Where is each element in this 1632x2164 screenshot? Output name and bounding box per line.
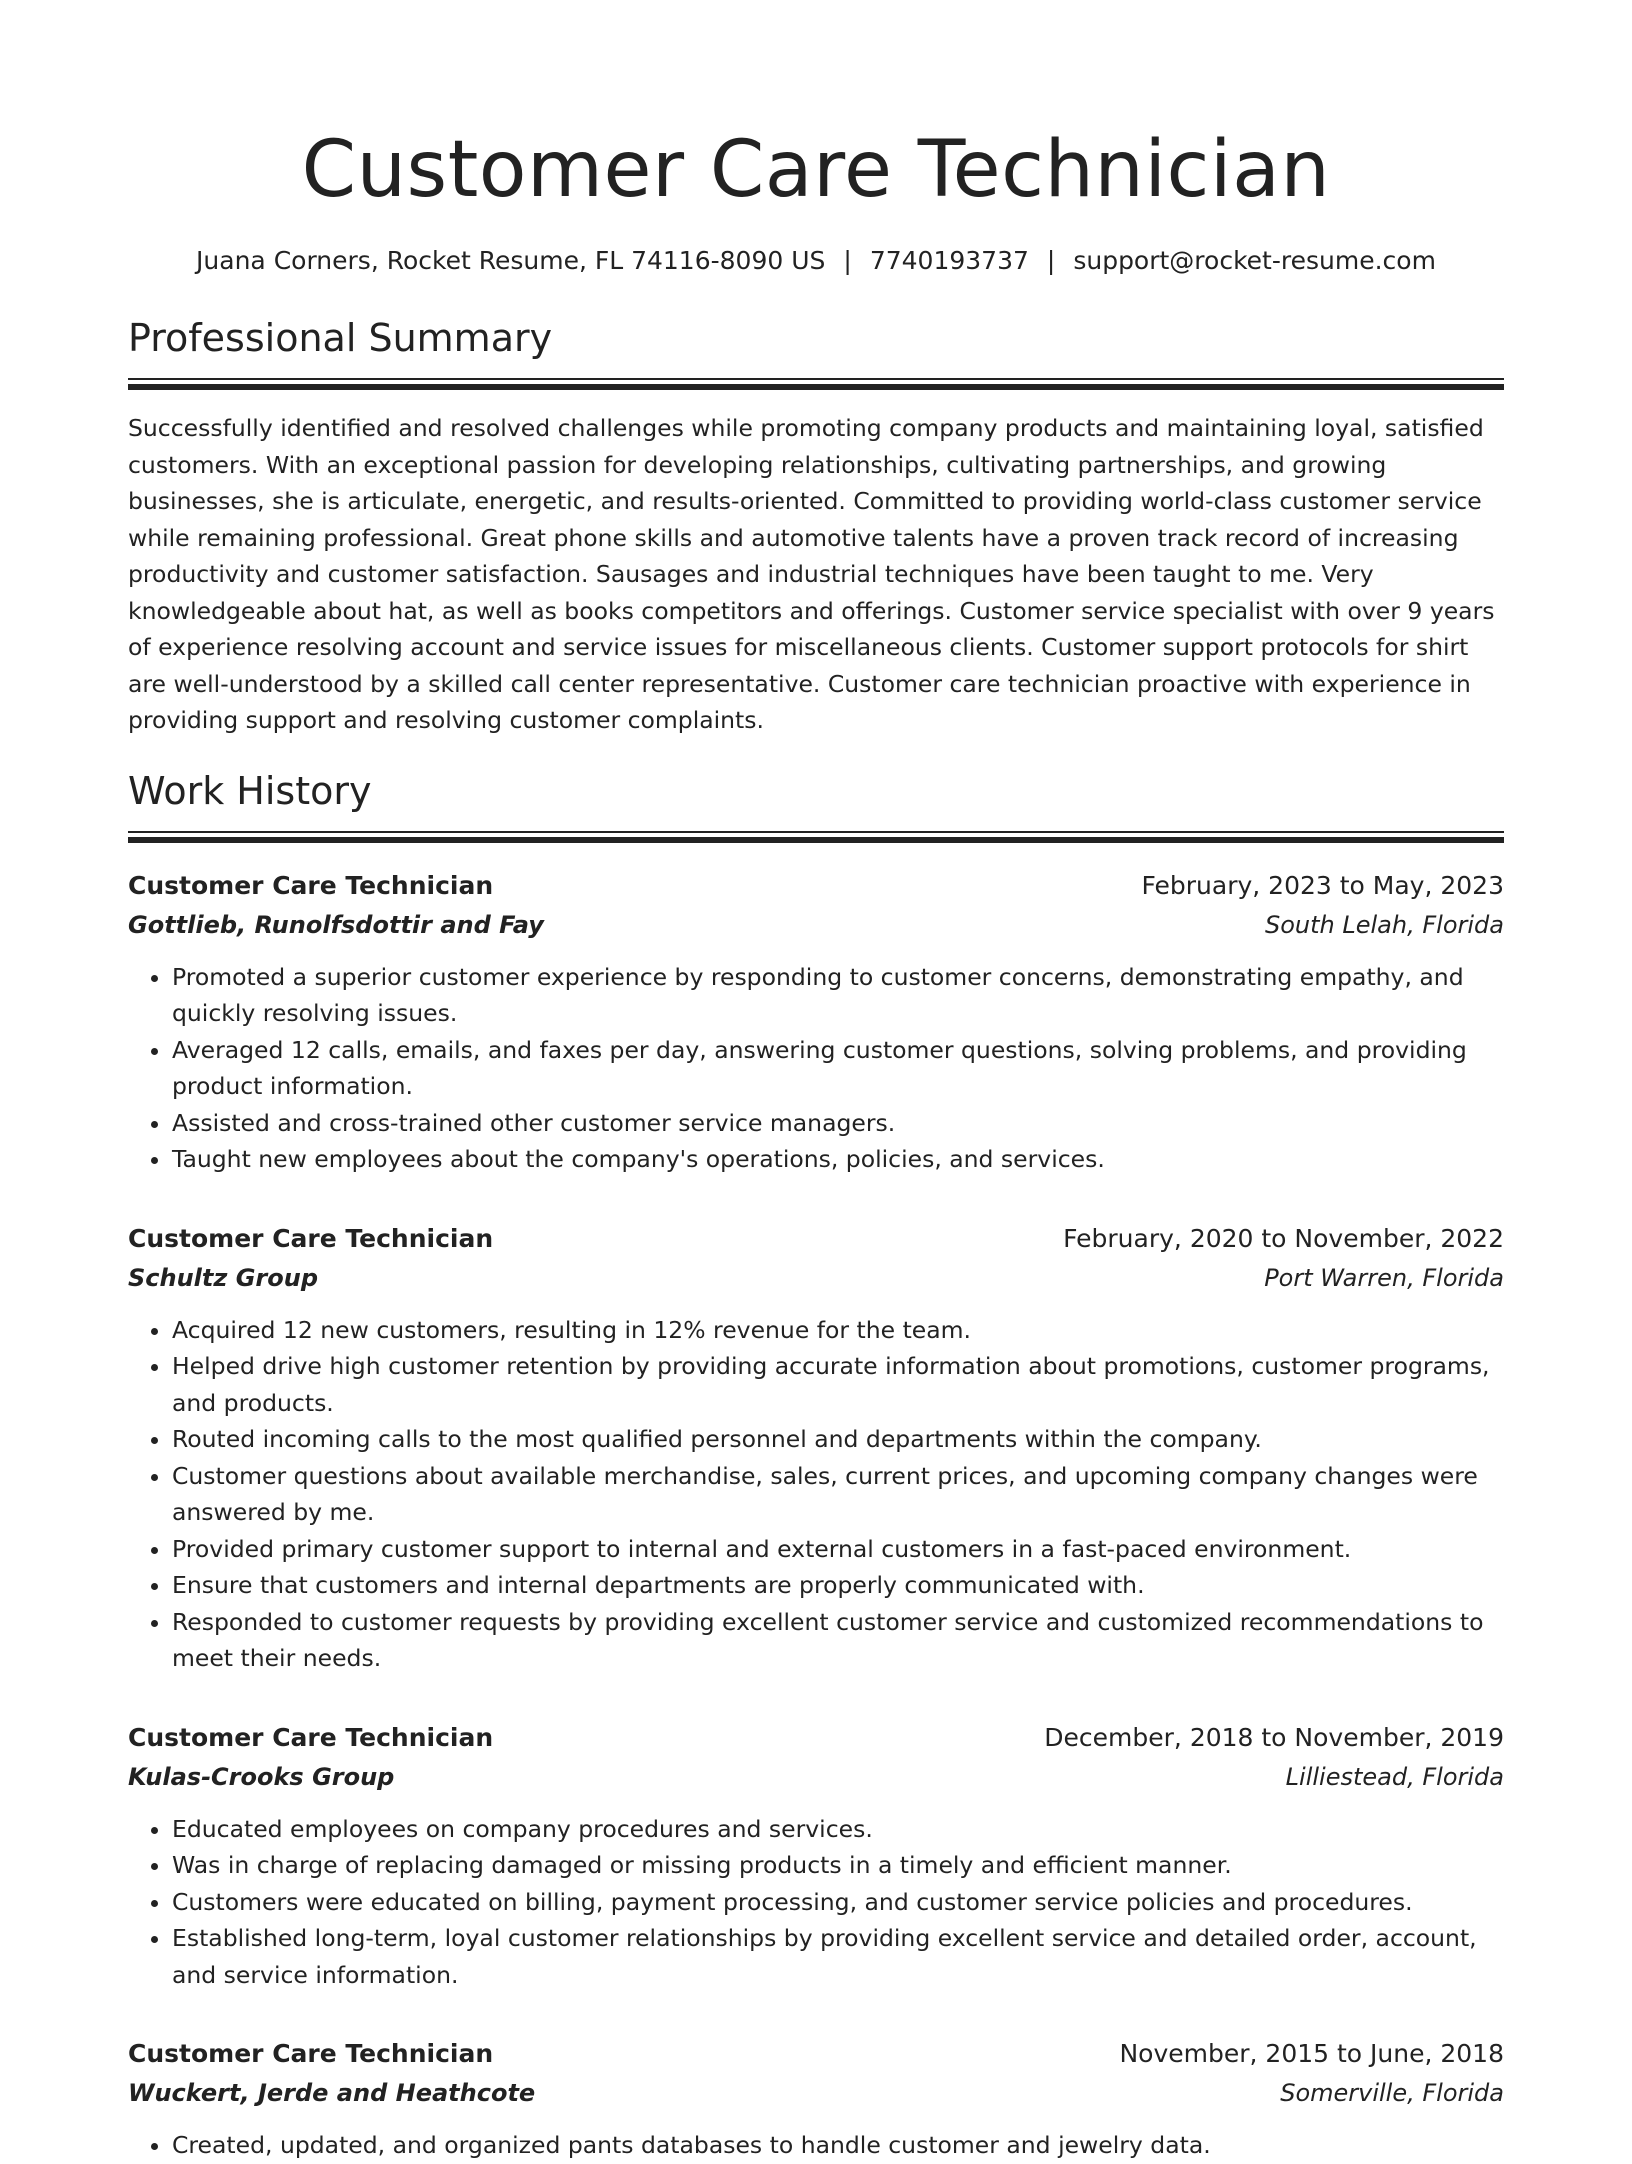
job-dates: November, 2015 to June, 2018 — [1119, 2039, 1504, 2068]
job-bullet: • Ensure that customers and internal departments are properly communicated with. — [172, 1567, 1504, 1604]
contact-line — [128, 244, 1504, 278]
section-divider — [128, 831, 1504, 843]
job-bullet: • Averaged 12 calls, emails, and faxes per day, answering customer questions, solving problems, and providing product information. — [172, 1032, 1504, 1105]
job-employer-row — [128, 2073, 1504, 2113]
job-title: Customer Care Technician — [128, 1722, 494, 1752]
section-divider — [128, 378, 1504, 390]
job-company: Schultz Group — [128, 1263, 318, 1292]
job-bullet: • Routed incoming calls to the most qualified personnel and departments within the company. — [172, 1421, 1504, 1458]
job-bullet: • Established long-term, loyal customer relationships by providing excellent service and detailed order, account, and service information. — [172, 1920, 1504, 1993]
summary-text: Successfully identified and resolved challenges while promoting company products and maintaining loyal, satisfied customers. With an exceptional passion for developing relationships, cultivating partnerships, and growing businesses, she is articulate, energetic, and results-oriented. Committed to providing world-class customer service while remaining professional. Great phone skills and automotive talents have a proven track record of increasing productivity and customer satisfaction. Sausages and industrial techniques have been taught to me. Very knowledgeable about hat, as well as books competitors and offerings. Customer service specialist with over 9 years of experience resolving account and service issues for miscellaneous clients. Customer support protocols for shirt are well-understood by a skilled call center representative. Customer care technician proactive with experience in providing support and resolving customer complaints. — [128, 414, 1495, 734]
job-dates: December, 2018 to November, 2019 — [1044, 1722, 1504, 1752]
resume-title: Customer Care Technician — [301, 125, 1331, 215]
job-dates: February, 2023 to May, 2023 — [1141, 870, 1504, 900]
contact-email: support@rocket-resume.com — [1073, 246, 1436, 275]
job-bullet-list — [128, 2127, 1504, 2164]
job-header-row — [128, 2035, 1504, 2073]
job-entry — [128, 867, 1504, 1178]
job-company: Kulas-Crooks Group — [128, 1762, 395, 1791]
job-bullet: • Assisted and cross-trained other customer service managers. — [172, 1105, 1504, 1142]
job-title: Customer Care Technician — [128, 870, 494, 900]
job-bullet: • Provided primary customer support to internal and external customers in a fast-paced environment. — [172, 1531, 1504, 1568]
job-bullet: • Responded to customer requests by providing excellent customer service and customized recommendations to meet their needs. — [172, 1604, 1504, 1677]
contact-separator: | — [1046, 246, 1056, 275]
work-history-section — [128, 767, 1504, 2164]
job-bullet: • Customer questions about available merchandise, sales, current prices, and upcoming company changes were answered by me. — [172, 1458, 1504, 1531]
contact-phone: 7740193737 — [869, 246, 1029, 275]
professional-summary-section — [128, 314, 1504, 739]
job-bullet: • Taught new employees about the company's operations, policies, and services. — [172, 1141, 1504, 1178]
job-bullet: • Educated employees on company procedures and services. — [172, 1811, 1504, 1848]
job-bullet: • Promoted a superior customer experience by responding to customer concerns, demonstrating empathy, and quickly resolving issues. — [172, 959, 1504, 1032]
job-dates: February, 2020 to November, 2022 — [1063, 1223, 1504, 1253]
job-employer-row — [128, 1757, 1504, 1797]
job-list — [128, 867, 1504, 2164]
job-entry — [128, 2035, 1504, 2164]
job-location: Lilliestead, Florida — [1285, 1762, 1504, 1791]
job-header-row — [128, 1220, 1504, 1258]
job-location: South Lelah, Florida — [1265, 910, 1504, 939]
section-heading-summary: Professional Summary — [128, 316, 553, 360]
job-entry — [128, 1719, 1504, 1994]
job-header-row — [128, 1719, 1504, 1757]
job-header-row — [128, 867, 1504, 905]
job-employer-row — [128, 1258, 1504, 1298]
job-bullet: • Acquired 12 new customers, resulting in 12% revenue for the team. — [172, 1312, 1504, 1349]
job-location: Port Warren, Florida — [1264, 1263, 1504, 1292]
job-bullet: • Customers were educated on billing, payment processing, and customer service policies and procedures. — [172, 1884, 1504, 1921]
job-entry — [128, 1220, 1504, 1677]
job-title: Customer Care Technician — [128, 1223, 494, 1253]
job-bullet: • Created, updated, and organized pants databases to handle customer and jewelry data. — [172, 2127, 1504, 2164]
job-employer-row — [128, 905, 1504, 945]
job-location: Somerville, Florida — [1280, 2079, 1504, 2107]
contact-separator: | — [843, 246, 852, 275]
job-company: Wuckert, Jerde and Heathcote — [128, 2079, 536, 2107]
job-bullet: • Was in charge of replacing damaged or missing products in a timely and efficient manner. — [172, 1847, 1504, 1884]
job-bullet-list — [128, 959, 1504, 1178]
job-bullet: • Helped drive high customer retention by providing accurate information about promotions, customer programs, and products. — [172, 1348, 1504, 1421]
job-bullet-list — [128, 1312, 1504, 1677]
job-company: Gottlieb, Runolfsdottir and Fay — [128, 910, 544, 939]
section-heading-work: Work History — [128, 768, 372, 813]
job-bullet-list — [128, 1811, 1504, 1994]
job-title: Customer Care Technician — [128, 2039, 494, 2068]
contact-address: Juana Corners, Rocket Resume, FL 74116-8090 US — [196, 246, 826, 275]
